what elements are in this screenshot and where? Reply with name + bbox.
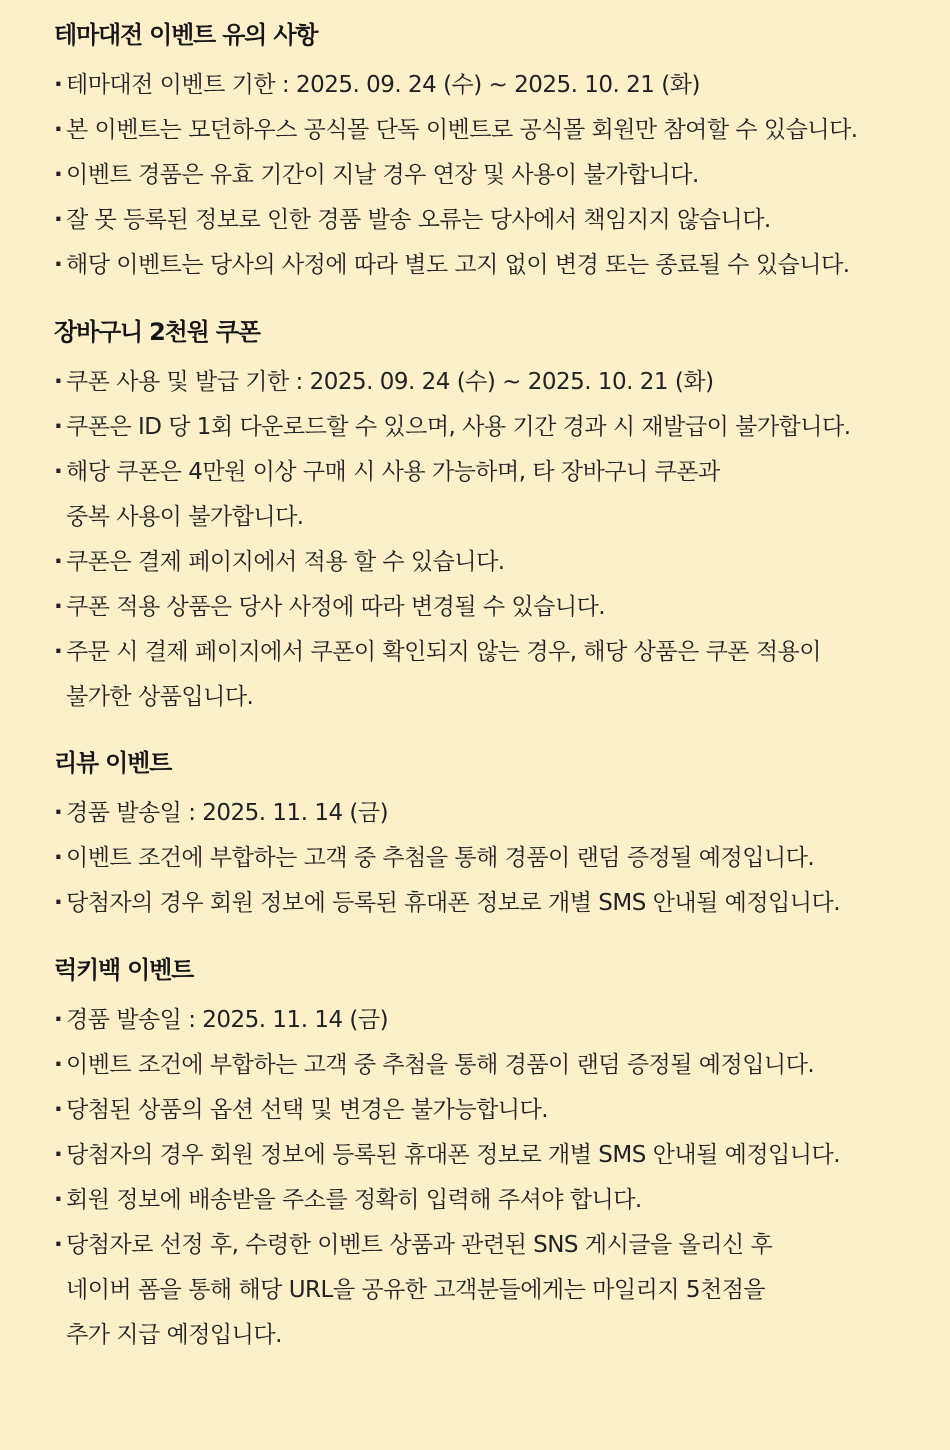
notice-item <box>54 998 924 1043</box>
notice-text: 당첨자의 경우 회원 정보에 등록된 휴대폰 정보로 개별 SMS 안내될 예정입니다. <box>66 1142 841 1168</box>
bullet-dot-icon: · <box>54 369 63 395</box>
bullet-dot-icon: · <box>54 1142 63 1168</box>
notice-text: 쿠폰 사용 및 발급 기한 : 2025. 09. 24 (수) ~ 2025. 10. 21 (화) <box>66 369 714 395</box>
notice-item <box>54 1223 924 1358</box>
notice-item <box>54 1178 924 1223</box>
section-lucky-bag-event <box>54 953 924 1358</box>
notice-text: 본 이벤트는 모던하우스 공식몰 단독 이벤트로 공식몰 회원만 참여할 수 있습니다. <box>66 117 858 143</box>
bullet-dot-icon: · <box>54 207 63 233</box>
section-title: 장바구니 2천원 쿠폰 <box>54 318 260 346</box>
bullet-dot-icon: · <box>54 639 63 665</box>
notice-list <box>54 63 924 288</box>
section-title: 테마대전 이벤트 유의 사항 <box>54 21 318 49</box>
notice-item <box>54 243 924 288</box>
notice-item <box>54 540 924 585</box>
notice-item <box>54 630 924 720</box>
bullet-dot-icon: · <box>54 252 63 278</box>
notice-text: 당첨자로 선정 후, 수령한 이벤트 상품과 관련된 SNS 게시글을 올리신 후 <box>66 1232 773 1258</box>
notice-text: 이벤트 조건에 부합하는 고객 중 추첨을 통해 경품이 랜덤 증정될 예정입니다. <box>66 845 815 871</box>
notice-item <box>54 198 924 243</box>
notice-text: 이벤트 조건에 부합하는 고객 중 추첨을 통해 경품이 랜덤 증정될 예정입니다. <box>66 1052 815 1078</box>
bullet-dot-icon: · <box>54 594 63 620</box>
notice-text: 네이버 폼을 통해 해당 URL을 공유한 고객분들에게는 마일리지 5천점을 <box>66 1277 766 1303</box>
notice-text: 중복 사용이 불가합니다. <box>66 504 304 530</box>
notice-text: 경품 발송일 : 2025. 11. 14 (금) <box>66 1007 389 1033</box>
notice-list <box>54 998 924 1358</box>
bullet-dot-icon: · <box>54 800 63 826</box>
notice-text: 쿠폰 적용 상품은 당사 사정에 따라 변경될 수 있습니다. <box>66 594 606 620</box>
notice-item <box>54 450 924 540</box>
section-title: 럭키백 이벤트 <box>54 956 194 984</box>
bullet-dot-icon: · <box>54 414 63 440</box>
section-review-event <box>54 746 924 926</box>
bullet-dot-icon: · <box>54 1187 63 1213</box>
notice-item <box>54 153 924 198</box>
notice-item <box>54 360 924 405</box>
bullet-dot-icon: · <box>54 1007 63 1033</box>
notice-text: 쿠폰은 ID 당 1회 다운로드할 수 있으며, 사용 기간 경과 시 재발급이 불가합니다. <box>66 414 851 440</box>
notice-item <box>54 63 924 108</box>
bullet-dot-icon: · <box>54 162 63 188</box>
notice-text: 추가 지급 예정입니다. <box>66 1322 282 1348</box>
notice-text: 해당 쿠폰은 4만원 이상 구매 시 사용 가능하며, 타 장바구니 쿠폰과 <box>66 459 720 485</box>
notice-item <box>54 1133 924 1178</box>
section-title: 리뷰 이벤트 <box>54 749 172 777</box>
notice-list <box>54 360 924 720</box>
bullet-dot-icon: · <box>54 890 63 916</box>
bullet-dot-icon: · <box>54 117 63 143</box>
notice-item <box>54 1088 924 1133</box>
notice-text: 쿠폰은 결제 페이지에서 적용 할 수 있습니다. <box>66 549 505 575</box>
bullet-dot-icon: · <box>54 549 63 575</box>
notice-text: 해당 이벤트는 당사의 사정에 따라 별도 고지 없이 변경 또는 종료될 수 있습니다. <box>66 252 850 278</box>
notice-item <box>54 1043 924 1088</box>
notice-text: 당첨자의 경우 회원 정보에 등록된 휴대폰 정보로 개별 SMS 안내될 예정입니다. <box>66 890 841 916</box>
notice-text: 잘 못 등록된 정보로 인한 경품 발송 오류는 당사에서 책임지지 않습니다. <box>66 207 771 233</box>
notice-item <box>54 585 924 630</box>
section-cart-coupon <box>54 315 924 720</box>
bullet-dot-icon: · <box>54 459 63 485</box>
notice-text: 테마대전 이벤트 기한 : 2025. 09. 24 (수) ~ 2025. 10. 21 (화) <box>66 72 700 98</box>
notice-item <box>54 881 924 926</box>
notice-item <box>54 405 924 450</box>
notice-text: 회원 정보에 배송받을 주소를 정확히 입력해 주셔야 합니다. <box>66 1187 642 1213</box>
notice-text: 당첨된 상품의 옵션 선택 및 변경은 불가능합니다. <box>66 1097 549 1123</box>
notice-text: 경품 발송일 : 2025. 11. 14 (금) <box>66 800 389 826</box>
notice-text: 주문 시 결제 페이지에서 쿠폰이 확인되지 않는 경우, 해당 상품은 쿠폰 적용이 <box>66 639 821 665</box>
notice-list <box>54 791 924 926</box>
bullet-dot-icon: · <box>54 1052 63 1078</box>
notice-text: 불가한 상품입니다. <box>66 684 254 710</box>
notice-text: 이벤트 경품은 유효 기간이 지날 경우 연장 및 사용이 불가합니다. <box>66 162 699 188</box>
notice-item <box>54 108 924 153</box>
section-theme-event <box>54 18 924 288</box>
bullet-dot-icon: · <box>54 1097 63 1123</box>
bullet-dot-icon: · <box>54 845 63 871</box>
notice-item <box>54 836 924 881</box>
bullet-dot-icon: · <box>54 72 63 98</box>
notice-item <box>54 791 924 836</box>
bullet-dot-icon: · <box>54 1232 63 1258</box>
